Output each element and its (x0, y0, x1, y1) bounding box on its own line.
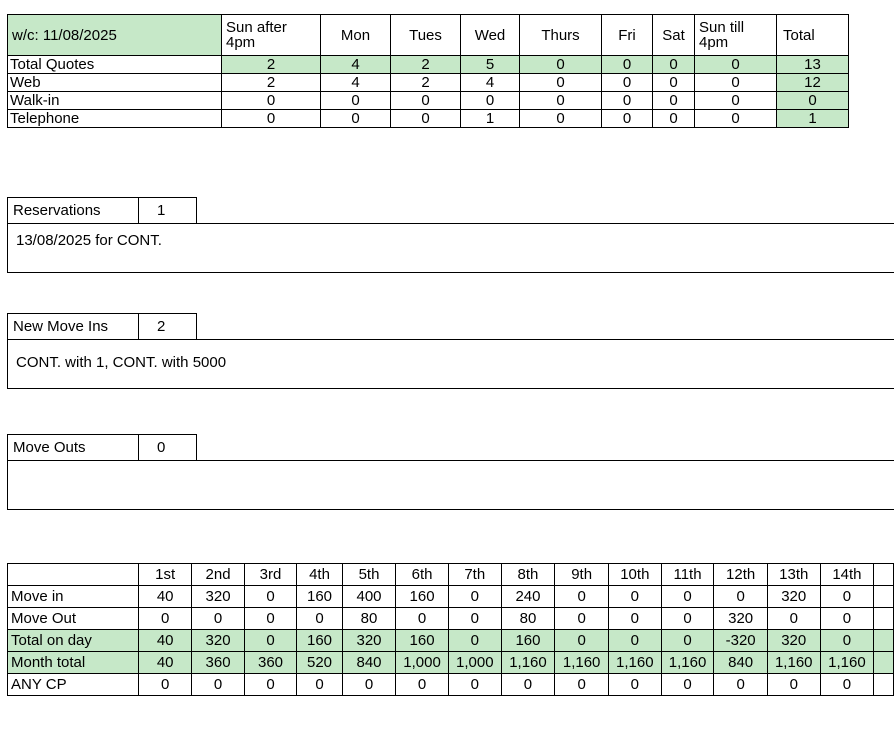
telephone-value: 0 (653, 110, 695, 128)
month-total-value: 360 (244, 652, 296, 674)
total-on-day-value: 0 (608, 630, 661, 652)
reservations-label: Reservations (7, 197, 139, 223)
move-in-value: 0 (661, 586, 714, 608)
daily-overflow-cell (874, 608, 894, 630)
header-sat: Sat (653, 15, 695, 56)
month-total-value: 360 (192, 652, 244, 674)
move-outs-label: Move Outs (7, 434, 139, 460)
telephone-value: 0 (391, 110, 461, 128)
total-quotes-value: 5 (461, 56, 520, 74)
day-header: 2nd (192, 564, 244, 586)
move-in-value: 0 (608, 586, 661, 608)
daily-overflow-cell (874, 630, 894, 652)
telephone-value: 0 (520, 110, 602, 128)
move-out-value: 0 (396, 608, 449, 630)
header-total: Total (777, 15, 849, 56)
move-in-value: 160 (297, 586, 343, 608)
web-label: Web (8, 74, 222, 92)
move-outs-count: 0 (139, 434, 197, 460)
walk-in-value: 0 (602, 92, 653, 110)
move-in-value: 0 (820, 586, 874, 608)
total-quotes-value: 2 (391, 56, 461, 74)
move-in-value: 240 (501, 586, 555, 608)
walk-in-value: 0 (461, 92, 520, 110)
web-value: 0 (653, 74, 695, 92)
total-quotes-value: 0 (520, 56, 602, 74)
web-value: 0 (520, 74, 602, 92)
total-quotes-value: 4 (321, 56, 391, 74)
total-quotes-value: 0 (695, 56, 777, 74)
total-on-day-value: 320 (192, 630, 244, 652)
daily-overflow-cell (874, 586, 894, 608)
any-cp-value: 0 (820, 674, 874, 696)
week-commencing-label: w/c: 11/08/2025 (8, 15, 222, 56)
month-total-value: 1,000 (448, 652, 501, 674)
total-on-day-value: 160 (396, 630, 449, 652)
telephone-value: 1 (461, 110, 520, 128)
move-out-value: 0 (555, 608, 609, 630)
web-value: 2 (391, 74, 461, 92)
move-ins-label: New Move Ins (7, 313, 139, 339)
move-in-value: 0 (448, 586, 501, 608)
move-in-value: 320 (767, 586, 820, 608)
any-cp-value: 0 (448, 674, 501, 696)
month-total-row (8, 652, 894, 674)
total-on-day-value: 0 (555, 630, 609, 652)
total-on-day-value: 40 (139, 630, 192, 652)
day-header: 13th (767, 564, 820, 586)
move-in-value: 0 (555, 586, 609, 608)
telephone-value: 0 (321, 110, 391, 128)
move-out-value: 0 (244, 608, 296, 630)
month-total-value: 1,160 (767, 652, 820, 674)
total-on-day-value: 0 (661, 630, 714, 652)
web-value: 0 (695, 74, 777, 92)
move-out-value: 320 (714, 608, 768, 630)
header-sun-till: Sun till 4pm (695, 15, 777, 56)
month-total-value: 520 (297, 652, 343, 674)
day-header: 1st (139, 564, 192, 586)
move-ins-count: 2 (139, 313, 197, 339)
any-cp-value: 0 (608, 674, 661, 696)
daily-header-row (8, 564, 894, 586)
daily-corner-cell (8, 564, 139, 586)
daily-movement-table (7, 563, 894, 696)
any-cp-value: 0 (139, 674, 192, 696)
any-cp-value: 0 (396, 674, 449, 696)
daily-overflow-cell (874, 652, 894, 674)
web-value: 0 (602, 74, 653, 92)
any-cp-value: 0 (501, 674, 555, 696)
move-out-value: 0 (448, 608, 501, 630)
daily-overflow-cell (874, 674, 894, 696)
month-total-value: 840 (714, 652, 768, 674)
walk-in-value: 0 (321, 92, 391, 110)
move-outs-detail (7, 460, 894, 510)
any-cp-value: 0 (297, 674, 343, 696)
move-out-value: 80 (501, 608, 555, 630)
total-quotes-value: 0 (602, 56, 653, 74)
daily-overflow-cell (874, 564, 894, 586)
move-in-value: 40 (139, 586, 192, 608)
total-on-day-row (8, 630, 894, 652)
reservations-count: 1 (139, 197, 197, 223)
day-header: 9th (555, 564, 609, 586)
move-ins-detail: CONT. with 1, CONT. with 5000 (7, 339, 894, 389)
web-value: 4 (321, 74, 391, 92)
move-in-value: 320 (192, 586, 244, 608)
month-total-value: 1,000 (396, 652, 449, 674)
move-in-label: Move in (8, 586, 139, 608)
month-total-label: Month total (8, 652, 139, 674)
quotes-header-row (8, 15, 849, 56)
telephone-label: Telephone (8, 110, 222, 128)
total-on-day-value: 0 (448, 630, 501, 652)
day-header: 12th (714, 564, 768, 586)
month-total-value: 1,160 (820, 652, 874, 674)
move-out-value: 0 (661, 608, 714, 630)
walk-in-value: 0 (222, 92, 321, 110)
telephone-value: 0 (222, 110, 321, 128)
header-sun-after: Sun after 4pm (222, 15, 321, 56)
day-header: 11th (661, 564, 714, 586)
telephone-value: 1 (777, 110, 849, 128)
web-value: 2 (222, 74, 321, 92)
any-cp-value: 0 (192, 674, 244, 696)
walk-in-row (8, 92, 849, 110)
total-on-day-value: 160 (297, 630, 343, 652)
move-out-value: 80 (342, 608, 395, 630)
month-total-value: 1,160 (661, 652, 714, 674)
month-total-value: 1,160 (501, 652, 555, 674)
reservations-detail: 13/08/2025 for CONT. (7, 223, 894, 273)
any-cp-value: 0 (661, 674, 714, 696)
walk-in-value: 0 (695, 92, 777, 110)
day-header: 7th (448, 564, 501, 586)
month-total-value: 1,160 (608, 652, 661, 674)
total-on-day-value: 0 (244, 630, 296, 652)
total-on-day-value: 0 (820, 630, 874, 652)
walk-in-value: 0 (520, 92, 602, 110)
walk-in-value: 0 (777, 92, 849, 110)
day-header: 4th (297, 564, 343, 586)
day-header: 10th (608, 564, 661, 586)
total-on-day-value: 320 (342, 630, 395, 652)
total-on-day-value: 160 (501, 630, 555, 652)
move-out-value: 0 (608, 608, 661, 630)
web-value: 4 (461, 74, 520, 92)
walk-in-label: Walk-in (8, 92, 222, 110)
month-total-value: 1,160 (555, 652, 609, 674)
move-in-value: 400 (342, 586, 395, 608)
total-quotes-row (8, 56, 849, 74)
any-cp-label: ANY CP (8, 674, 139, 696)
move-out-row (8, 608, 894, 630)
total-quotes-label: Total Quotes (8, 56, 222, 74)
move-out-value: 0 (192, 608, 244, 630)
month-total-value: 840 (342, 652, 395, 674)
move-in-value: 0 (244, 586, 296, 608)
telephone-value: 0 (602, 110, 653, 128)
total-quotes-value: 2 (222, 56, 321, 74)
header-wed: Wed (461, 15, 520, 56)
header-thurs: Thurs (520, 15, 602, 56)
move-out-value: 0 (767, 608, 820, 630)
total-on-day-label: Total on day (8, 630, 139, 652)
total-quotes-value: 13 (777, 56, 849, 74)
move-out-value: 0 (297, 608, 343, 630)
any-cp-value: 0 (767, 674, 820, 696)
any-cp-row (8, 674, 894, 696)
any-cp-value: 0 (714, 674, 768, 696)
month-total-value: 40 (139, 652, 192, 674)
move-in-row (8, 586, 894, 608)
any-cp-value: 0 (555, 674, 609, 696)
day-header: 3rd (244, 564, 296, 586)
move-out-value: 0 (139, 608, 192, 630)
total-on-day-value: 320 (767, 630, 820, 652)
total-on-day-value: -320 (714, 630, 768, 652)
telephone-row (8, 110, 849, 128)
header-fri: Fri (602, 15, 653, 56)
move-in-value: 0 (714, 586, 768, 608)
day-header: 6th (396, 564, 449, 586)
walk-in-value: 0 (391, 92, 461, 110)
day-header: 5th (342, 564, 395, 586)
move-out-value: 0 (820, 608, 874, 630)
move-in-value: 160 (396, 586, 449, 608)
any-cp-value: 0 (244, 674, 296, 696)
day-header: 14th (820, 564, 874, 586)
weekly-quotes-table (7, 14, 849, 128)
any-cp-value: 0 (342, 674, 395, 696)
move-out-label: Move Out (8, 608, 139, 630)
web-row (8, 74, 849, 92)
day-header: 8th (501, 564, 555, 586)
web-value: 12 (777, 74, 849, 92)
telephone-value: 0 (695, 110, 777, 128)
header-tues: Tues (391, 15, 461, 56)
header-mon: Mon (321, 15, 391, 56)
walk-in-value: 0 (653, 92, 695, 110)
total-quotes-value: 0 (653, 56, 695, 74)
